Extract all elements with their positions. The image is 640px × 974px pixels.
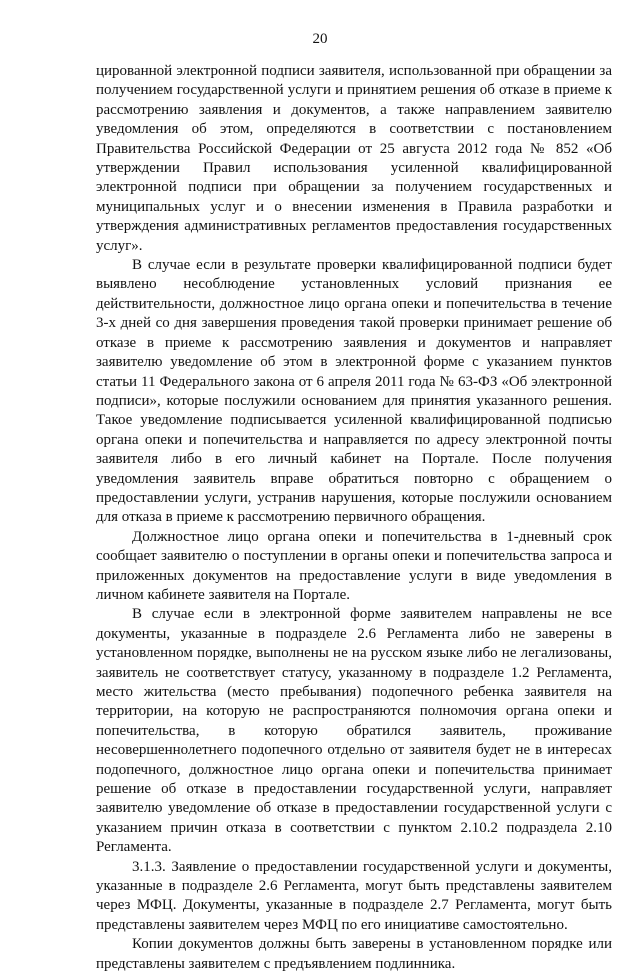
paragraph-notification: Должностное лицо органа опеки и попечительства в 1-дневный срок сообщает заявителю о поступлении в органы опеки и попечительства запроса и приложенных документов на предоставление услуги в виде уведомления в личном кабинете заявителя на Портале.: [96, 528, 612, 603]
page-number: 20: [312, 31, 328, 47]
paragraph-copies: Копии документов должны быть заверены в установленном порядке или представлены заявителем с предъявлением подлинника.: [96, 936, 612, 972]
paragraph-3-1-3: 3.1.3. Заявление о предоставлении государственной услуги и документы, указанные в подразделе 2.6 Регламента, могут быть представлены заявителем через МФЦ. Документы, указанные в подразделе 2.7 Регламента, могут быть представлены заявителем через МФЦ по его инициативе самостоятельно.: [96, 858, 612, 933]
document-body: [96, 62, 612, 974]
paragraph-refusal: В случае если в электронной форме заявителем направлены не все документы, указанные в подразделе 2.6 Регламента либо не заверены в установленном порядке, выполнены не на русском языке либо не легализованы, заявитель не соответствует статусу, указанному в подразделе 1.2 Регламента, место жительства (место пребывания) подопечного ребенка заявителя на территории, на которую не распространяются полномочия органа опеки и попечительства, в которую обратился заявитель, проживание несовершеннолетнего подопечного отдельно от заявителя будет не в интересах подопечного, должностное лицо органа опеки и попечительства принимает решение об отказе в предоставлении государственной услуги, направляет заявителю уведомление об отказе в предоставлении государственной услуги с указанием причин отказа в соответствии с пунктом 2.10.2 подраздела 2.10 Регламента.: [96, 606, 612, 856]
paragraph-continuation: цированной электронной подписи заявителя, использованной при обращении за получением государственной услуги и принятием решения об отказе в приеме к рассмотрению заявления и документов, а также направлением заявителю уведомления об этом, определяются в соответствии с постановлением Правительства Российской Федерации от 25 августа 2012 года № 852 «Об утверждении Правил использования усиленной квалифицированной электронной подписи при обращении за получением государственных и муниципальных услуг и о внесении изменения в Правила разработки и утверждения административных регламентов предоставления государственных услуг».: [96, 63, 612, 254]
paragraph-signature-check: В случае если в результате проверки квалифицированной подписи будет выявлено несоблюдение установленных условий признания ее действительности, должностное лицо органа опеки и попечительства в течение 3-х дней со дня завершения проведения такой проверки принимает решение об отказе в приеме к рассмотрению заявления и документов и направляет заявителю уведомление об этом в электронной форме с указанием пунктов статьи 11 Федерального закона от 6 апреля 2011 года № 63-ФЗ «Об электронной подписи», которые послужили основанием для принятия указанного решения. Такое уведомление подписывается усиленной квалифицированной подписью органа опеки и попечительства и направляется по адресу электронной почты заявителя либо в его личный кабинет на Портале. После получения уведомления заявитель вправе обратиться повторно с обращением о предоставлении услуги, устранив нарушения, которые послужили основанием для отказа в приеме к рассмотрению первичного обращения.: [96, 257, 612, 526]
